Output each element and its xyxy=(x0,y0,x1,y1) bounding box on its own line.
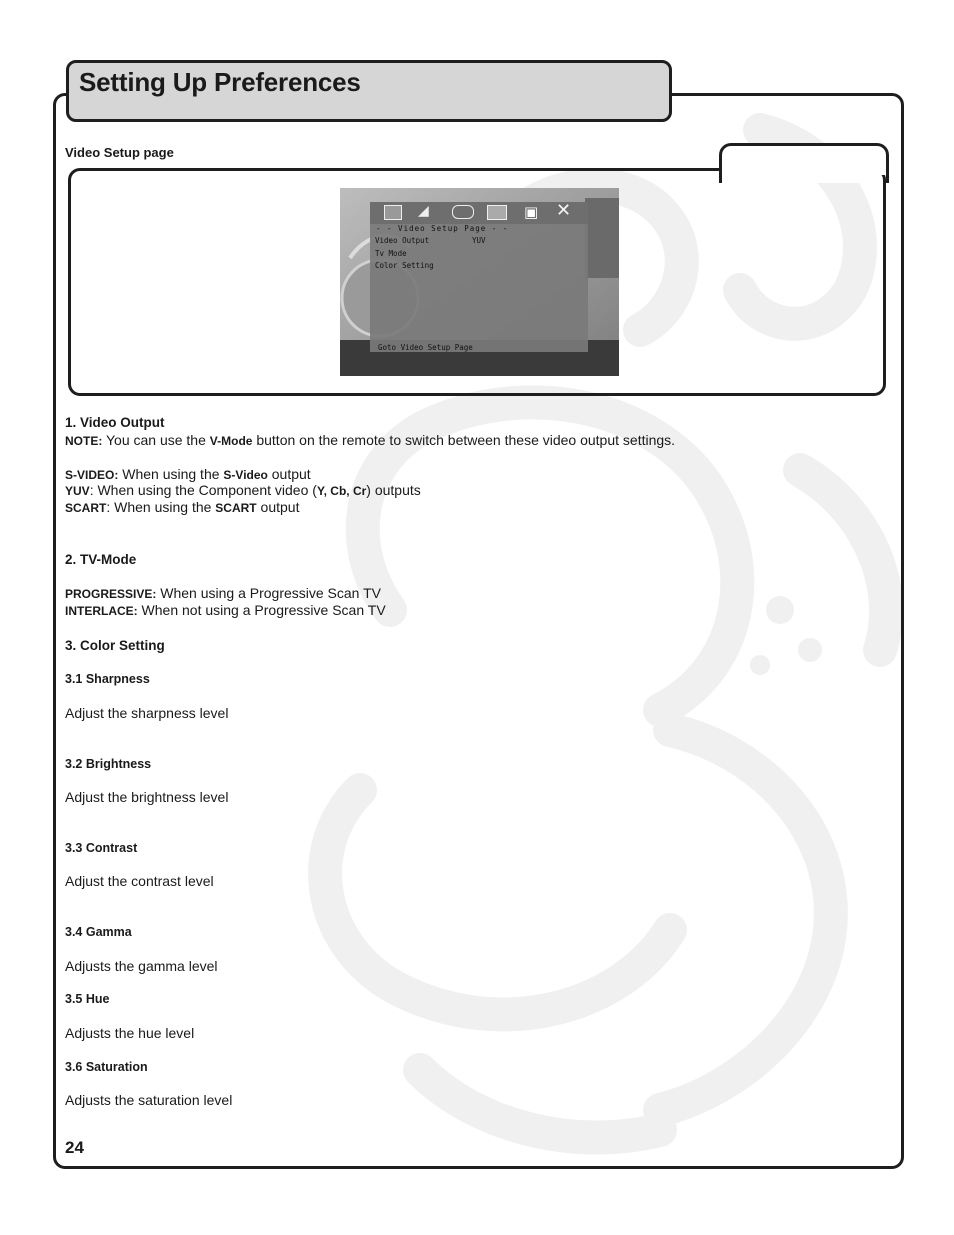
scart-label: SCART xyxy=(65,501,107,515)
interlace-line xyxy=(65,602,386,618)
note-label: NOTE: xyxy=(65,434,103,448)
section-label: Video Setup page xyxy=(65,145,174,160)
contrast-title: 3.3 Contrast xyxy=(65,841,138,855)
osd-page-title: - - Video Setup Page - - xyxy=(376,224,509,233)
tv-mode-heading: 2. TV-Mode xyxy=(65,552,137,567)
note-text-post: button on the remote to switch between these video output settings. xyxy=(252,432,676,448)
svideo-bold: S-Video xyxy=(223,468,268,482)
gamma-desc: Adjusts the gamma level xyxy=(65,958,218,974)
yuv-text-pre: : When using the Component video ( xyxy=(89,482,317,498)
video-output-heading: 1. Video Output xyxy=(65,415,165,430)
osd-menu-item-tv-mode[interactable]: Tv Mode xyxy=(375,249,407,258)
sharpness-desc: Adjust the sharpness level xyxy=(65,705,229,721)
gamma-title: 3.4 Gamma xyxy=(65,925,132,939)
video-setup-icon xyxy=(487,205,507,220)
progressive-text: When using a Progressive Scan TV xyxy=(156,585,381,601)
saturation-title: 3.6 Saturation xyxy=(65,1060,148,1074)
scart-text-post: output xyxy=(256,499,300,515)
progressive-label: PROGRESSIVE: xyxy=(65,587,157,601)
osd-menu-item-video-output[interactable]: Video Output xyxy=(375,236,430,245)
yuv-text-post: ) outputs xyxy=(366,482,421,498)
osd-screenshot xyxy=(340,188,619,376)
sharpness-title: 3.1 Sharpness xyxy=(65,672,150,686)
dolby-icon xyxy=(452,205,474,219)
hue-title: 3.5 Hue xyxy=(65,992,110,1006)
lock-icon: ▣ xyxy=(524,203,539,221)
page-title: Setting Up Preferences xyxy=(79,67,361,97)
note-text-pre: You can use the xyxy=(102,432,210,448)
svideo-text-post: output xyxy=(267,466,311,482)
note-vmode: V-Mode xyxy=(209,434,253,448)
brightness-title: 3.2 Brightness xyxy=(65,757,152,771)
contrast-desc: Adjust the contrast level xyxy=(65,873,214,889)
scart-line xyxy=(65,499,299,515)
page-number: 24 xyxy=(65,1138,84,1157)
progressive-line xyxy=(65,585,381,601)
exit-x-icon: ✕ xyxy=(556,200,572,221)
osd-menu-item-color-setting[interactable]: Color Setting xyxy=(375,261,434,270)
svideo-line xyxy=(65,466,311,482)
audio-speaker-icon: ◢ xyxy=(418,203,429,219)
interlace-label: INTERLACE: xyxy=(65,604,138,618)
title-tab xyxy=(66,60,672,122)
osd-selected-value: YUV xyxy=(472,236,486,245)
yuv-bold: Y, Cb, Cr xyxy=(316,484,367,498)
hue-desc: Adjusts the hue level xyxy=(65,1025,195,1041)
osd-footer: Goto Video Setup Page xyxy=(378,343,473,352)
brightness-desc: Adjust the brightness level xyxy=(65,789,229,805)
tv-screen-icon xyxy=(384,205,402,220)
scart-bold: SCART xyxy=(215,501,257,515)
svideo-label: S-VIDEO: xyxy=(65,468,119,482)
video-output-note xyxy=(65,432,675,448)
yuv-line xyxy=(65,482,421,498)
interlace-text: When not using a Progressive Scan TV xyxy=(137,602,386,618)
color-setting-heading: 3. Color Setting xyxy=(65,638,165,653)
saturation-desc: Adjusts the saturation level xyxy=(65,1092,233,1108)
scart-text-pre: : When using the xyxy=(106,499,216,515)
svideo-text-pre: When using the xyxy=(118,466,224,482)
yuv-label: YUV xyxy=(65,484,90,498)
